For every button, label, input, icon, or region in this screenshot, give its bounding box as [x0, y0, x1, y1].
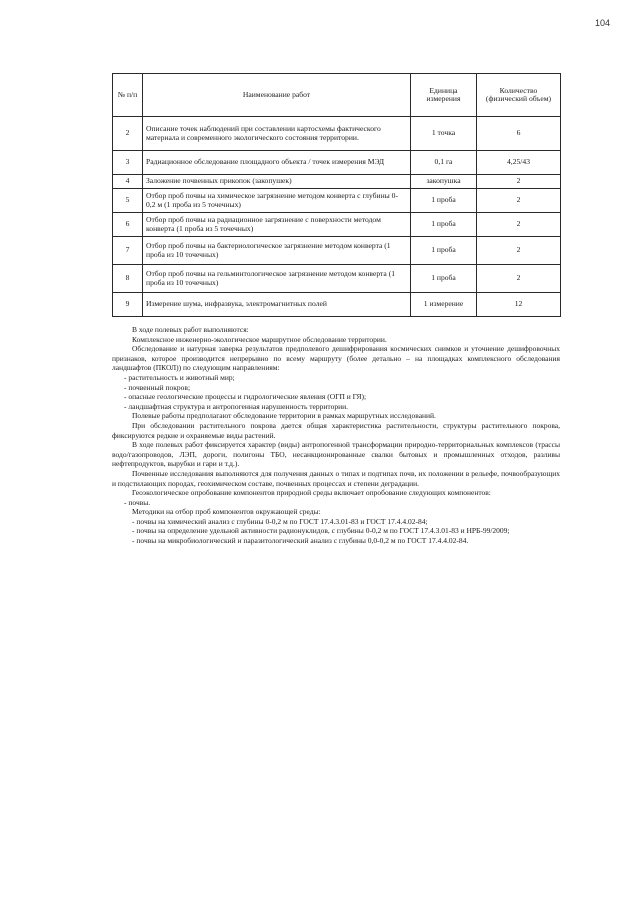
cell-num: 6 [113, 213, 143, 237]
cell-name: Отбор проб почвы на радиационное загрязнение с поверхности методом конверта (1 проба из 5 точечных) [143, 213, 411, 237]
works-table [112, 73, 561, 317]
cell-name: Заложение почвенных прикопок (закопушек) [143, 175, 411, 189]
cell-qty: 12 [477, 293, 561, 317]
cell-name: Измерение шума, инфразвука, электромагнитных полей [143, 293, 411, 317]
header-unit: Единица измерения [411, 74, 477, 117]
paragraph: Геоэкологическое опробование компонентов природной среды включает опробование следующих компонентов: [132, 488, 491, 498]
cell-name: Радиационное обследование площадного объекта / точек измерения МЭД [143, 151, 411, 175]
cell-qty: 4,25/43 [477, 151, 561, 175]
paragraph: При обследовании растительного покрова дается общая характеристика растительности, структуры растительного покрова, фиксируются редкие и охраняемые виды растений. [112, 420, 560, 440]
cell-num: 9 [113, 293, 143, 317]
cell-qty: 2 [477, 265, 561, 293]
header-num: № п/п [113, 74, 143, 117]
table-row [113, 189, 561, 213]
list-item: - растительность и животный мир; [124, 372, 235, 382]
cell-unit: 1 измерение [411, 293, 477, 317]
table-row [113, 237, 561, 265]
cell-num: 3 [113, 151, 143, 175]
cell-name: Отбор проб почвы на гельминтологическое загрязнение методом конверта (1 проба из 10 точечных) [143, 265, 411, 293]
page-content [112, 73, 560, 546]
cell-qty: 6 [477, 117, 561, 151]
cell-num: 8 [113, 265, 143, 293]
list-item: - почвенный покров; [124, 382, 191, 392]
table-row [113, 175, 561, 189]
cell-unit: 1 проба [411, 237, 477, 265]
cell-qty: 2 [477, 213, 561, 237]
cell-num: 4 [113, 175, 143, 189]
paragraph: В ходе полевых работ выполняются: [132, 325, 249, 334]
list-item: - ландшафтная структура и антропогенная нарушенность территории. [124, 401, 348, 411]
list-item: - опасные геологические процессы и гидрологические явления (ОГП и ГЯ); [124, 392, 367, 402]
header-qty: Количество (физический объем) [477, 74, 561, 117]
paragraph: Методики на отбор проб компонентов окружающей среды: [132, 507, 321, 517]
cell-unit: закопушка [411, 175, 477, 189]
cell-num: 7 [113, 237, 143, 265]
cell-name: Отбор проб почвы на химическое загрязнение методом конверта с глубины 0-0,2 м (1 проба из 5 точечных) [143, 189, 411, 213]
paragraph: Обследование и натурная заверка результатов предполевого дешифрирования космических снимков и уточнение дешифровочных признаков, которое производится непрерывно по всему маршруту (более детально – на площадках комплексного обследования ландшафтов (ПКОЛ)) по следующим направлениям: [112, 344, 560, 373]
cell-unit: 1 проба [411, 189, 477, 213]
cell-num: 2 [113, 117, 143, 151]
paragraph: В ходе полевых работ фиксируется характер (виды) антропогенной трансформации природно-территориальных комплексов (трассы водо/газопроводов, ЛЭП, дороги, полигоны ТБО, несанкционированные свалки бытовых и промышленных отходов, разливы нефтепродуктов, вырубки и гари и т.д.). [112, 440, 560, 469]
table-row [113, 265, 561, 293]
paragraph: Комплексное инженерно-экологическое маршрутное обследование территории. [132, 334, 387, 344]
paragraph: - почвы на химический анализ с глубины 0-0,2 м по ГОСТ 17.4.3.01-83 и ГОСТ 17.4.4.02-84; [132, 516, 428, 526]
cell-name: Описание точек наблюдений при составлении картосхемы фактического материала и современного экологического состояния территории. [143, 117, 411, 151]
table-row [113, 151, 561, 175]
paragraph: - почвы. [124, 497, 151, 507]
table-row [113, 213, 561, 237]
paragraph: - почвы на определение удельной активности радионуклидов, с глубины 0-0,2 м по ГОСТ 17.4.3.01-83 и НРБ-99/2009; [132, 526, 510, 536]
cell-unit: 0,1 га [411, 151, 477, 175]
table-header-row [113, 74, 561, 117]
paragraph: Почвенные исследования выполняются для получения данных о типах и подтипах почв, их положении в рельефе, почвообразующих и подстилающих породах, геохимическом составе, почвенных процессах и степени деградации. [112, 468, 560, 488]
page-number: 104 [594, 18, 610, 28]
cell-qty: 2 [477, 189, 561, 213]
table-body [113, 117, 561, 317]
body-text [112, 325, 560, 546]
table-row [113, 117, 561, 151]
cell-unit: 1 проба [411, 265, 477, 293]
cell-unit: 1 проба [411, 213, 477, 237]
paragraph: - почвы на микробиологический и паразитологический анализ с глубины 0,0-0,2 м по ГОСТ 17.4.4.02-84. [132, 536, 469, 546]
cell-qty: 2 [477, 237, 561, 265]
paragraph: Полевые работы предполагают обследование территории в рамках маршрутных исследований. [132, 411, 436, 421]
cell-qty: 2 [477, 175, 561, 189]
header-name: Наименование работ [143, 74, 411, 117]
cell-name: Отбор проб почвы на бактериологическое загрязнение методом конверта (1 проба из 10 точечных) [143, 237, 411, 265]
table-row [113, 293, 561, 317]
cell-num: 5 [113, 189, 143, 213]
cell-unit: 1 точка [411, 117, 477, 151]
